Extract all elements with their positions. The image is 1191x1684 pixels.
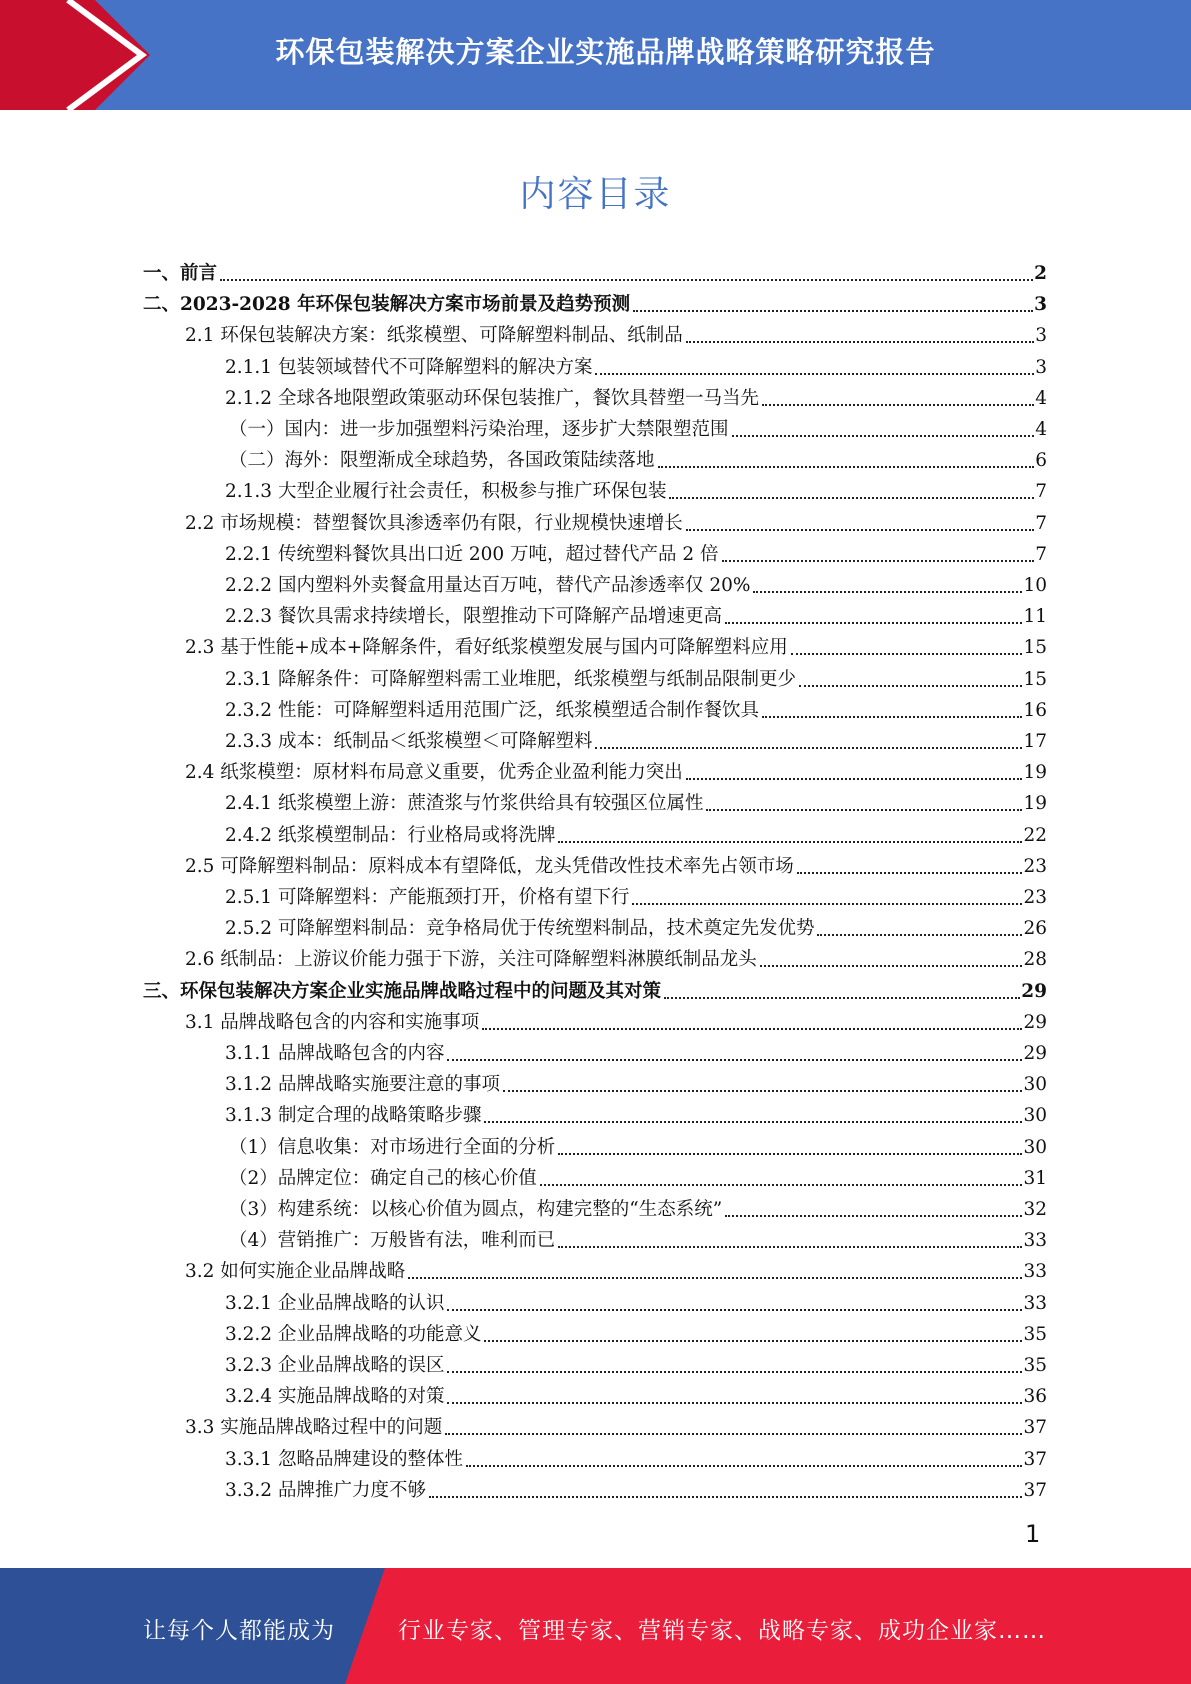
toc-entry[interactable] xyxy=(225,1346,1047,1377)
toc-entry-label: （一）国内：进一步加强塑料污染治理，逐步扩大禁限塑范围 xyxy=(229,419,729,440)
toc-entry-label: 2.6 纸制品：上游议价能力强于下游，关注可降解塑料淋膜纸制品龙头 xyxy=(185,949,757,970)
toc-entry-page: 17 xyxy=(1023,731,1047,752)
toc-entry[interactable] xyxy=(185,316,1047,347)
toc-entry-label: （二）海外：限塑渐成全球趋势，各国政策陆续落地 xyxy=(229,450,655,471)
page-footer xyxy=(0,1568,1191,1684)
toc-dot-leader xyxy=(817,933,1022,936)
toc-dot-leader xyxy=(762,715,1022,718)
toc-entry[interactable] xyxy=(143,254,1047,285)
toc-entry-page: 37 xyxy=(1023,1480,1047,1501)
toc-entry-label: 2.1.1 包装领域替代不可降解塑料的解决方案 xyxy=(225,357,593,378)
toc-entry[interactable] xyxy=(225,348,1047,379)
page-number: 1 xyxy=(1025,1520,1041,1548)
toc-dot-leader xyxy=(632,902,1022,905)
toc-entry[interactable] xyxy=(185,504,1047,535)
toc-entry-page: 22 xyxy=(1023,825,1047,846)
toc-entry-label: 2.2.3 餐饮具需求持续增长，限塑推动下可降解产品增速更高 xyxy=(225,606,722,627)
toc-dot-leader xyxy=(658,465,1035,468)
toc-entry-page: 30 xyxy=(1023,1074,1047,1095)
toc-dot-leader xyxy=(732,434,1035,437)
toc-entry-label: （1）信息收集：对市场进行全面的分析 xyxy=(229,1137,556,1158)
toc-entry[interactable] xyxy=(229,1190,1047,1221)
toc-entry-page: 29 xyxy=(1023,1012,1047,1033)
toc-entry-page: 15 xyxy=(1023,669,1047,690)
toc-entry-label: 一、前言 xyxy=(143,263,218,284)
toc-dot-leader xyxy=(220,278,1033,281)
toc-entry-page: 28 xyxy=(1023,949,1047,970)
toc-entry[interactable] xyxy=(185,753,1047,784)
toc-entry[interactable] xyxy=(225,660,1047,691)
toc-dot-leader xyxy=(595,372,1034,375)
toc-entry-page: 10 xyxy=(1023,575,1047,596)
toc-entry-label: 3.2 如何实施企业品牌战略 xyxy=(185,1261,406,1282)
toc-entry-label: 2.4.2 纸浆模塑制品：行业格局或将洗牌 xyxy=(225,825,556,846)
toc-entry-label: 三、环保包装解决方案企业实施品牌战略过程中的问题及其对策 xyxy=(143,981,662,1002)
toc-entry-page: 15 xyxy=(1023,637,1047,658)
toc-entry[interactable] xyxy=(229,441,1047,472)
toc-entry-label: 2.2.1 传统塑料餐饮具出口近 200 万吨，超过替代产品 2 倍 xyxy=(225,544,719,565)
toc-entry[interactable] xyxy=(225,722,1047,753)
toc-entry[interactable] xyxy=(225,1377,1047,1408)
toc-entry-page: 35 xyxy=(1023,1324,1047,1345)
toc-entry-label: 2.3.1 降解条件：可降解塑料需工业堆肥，纸浆模塑与纸制品限制更少 xyxy=(225,669,796,690)
toc-title: 内容目录 xyxy=(519,174,672,215)
toc-dot-leader xyxy=(762,403,1034,406)
toc-entry-page: 11 xyxy=(1023,606,1047,627)
toc-entry[interactable] xyxy=(225,1284,1047,1315)
toc-entry-page: 4 xyxy=(1035,419,1047,440)
toc-entry-page: 4 xyxy=(1035,388,1047,409)
toc-entry[interactable] xyxy=(185,847,1047,878)
toc-entry[interactable] xyxy=(185,940,1047,971)
toc-entry-page: 6 xyxy=(1035,450,1047,471)
toc-dot-leader xyxy=(466,1464,1022,1467)
toc-entry[interactable] xyxy=(185,1252,1047,1283)
toc-entry-label: 3.2.2 企业品牌战略的功能意义 xyxy=(225,1324,482,1345)
toc-entry[interactable] xyxy=(225,909,1047,940)
toc-entry-page: 23 xyxy=(1023,856,1047,877)
toc-entry-label: 3.1.1 品牌战略包含的内容 xyxy=(225,1043,445,1064)
toc-entry[interactable] xyxy=(185,1408,1047,1439)
toc-dot-leader xyxy=(558,1245,1022,1248)
toc-entry[interactable] xyxy=(225,597,1047,628)
toc-entry-page: 7 xyxy=(1035,513,1047,534)
toc-entry[interactable] xyxy=(225,784,1047,815)
toc-entry[interactable] xyxy=(225,691,1047,722)
toc-entry-page: 19 xyxy=(1023,793,1047,814)
toc-dot-leader xyxy=(447,1401,1022,1404)
toc-entry-label: （3）构建系统：以核心价值为圆点，构建完整的“生态系统” xyxy=(229,1199,723,1220)
toc-dot-leader xyxy=(633,309,1033,312)
toc-entry-page: 3 xyxy=(1034,294,1047,315)
toc-dot-leader xyxy=(725,621,1022,624)
toc-entry-page: 33 xyxy=(1023,1261,1047,1282)
toc-entry-page: 33 xyxy=(1023,1293,1047,1314)
toc-entry-page: 2 xyxy=(1034,263,1047,284)
toc-entry-label: 2.1 环保包装解决方案：纸浆模塑、可降解塑料制品、纸制品 xyxy=(185,325,683,346)
toc-dot-leader xyxy=(540,1183,1023,1186)
toc-dot-leader xyxy=(595,746,1022,749)
toc-dot-leader xyxy=(447,1370,1022,1373)
toc-entry-page: 32 xyxy=(1023,1199,1047,1220)
toc-entry-page: 30 xyxy=(1023,1105,1047,1126)
toc-dot-leader xyxy=(484,1339,1022,1342)
toc-entry-label: 3.1 品牌战略包含的内容和实施事项 xyxy=(185,1012,480,1033)
toc-entry-page: 3 xyxy=(1035,325,1047,346)
toc-dot-leader xyxy=(725,1214,1022,1217)
toc-entry-label: 2.3.3 成本：纸制品＜纸浆模塑＜可降解塑料 xyxy=(225,731,593,752)
report-title: 环保包装解决方案企业实施品牌战略策略研究报告 xyxy=(275,35,936,69)
toc-entry-label: 2.2 市场规模：替塑餐饮具渗透率仍有限，行业规模快速增长 xyxy=(185,513,683,534)
toc-entry-page: 36 xyxy=(1023,1386,1047,1407)
toc-entry-page: 3 xyxy=(1035,357,1047,378)
toc-dot-leader xyxy=(799,684,1022,687)
toc-entry[interactable] xyxy=(225,1096,1047,1127)
toc-entry-page: 7 xyxy=(1035,481,1047,502)
toc-entry-label: 3.2.1 企业品牌战略的认识 xyxy=(225,1293,445,1314)
toc-entry-label: 3.1.2 品牌战略实施要注意的事项 xyxy=(225,1074,500,1095)
page-header xyxy=(0,0,1191,110)
toc-dot-leader xyxy=(686,777,1023,780)
toc-dot-leader xyxy=(447,1058,1022,1061)
toc-entry-page: 31 xyxy=(1023,1168,1047,1189)
toc-entry-page: 26 xyxy=(1023,918,1047,939)
toc-entry-label: 3.2.3 企业品牌战略的误区 xyxy=(225,1355,445,1376)
toc-dot-leader xyxy=(484,1120,1022,1123)
toc-entry-page: 35 xyxy=(1023,1355,1047,1376)
red-chevron-decoration xyxy=(0,0,150,110)
toc-dot-leader xyxy=(558,1152,1022,1155)
toc-dot-leader xyxy=(503,1089,1022,1092)
toc-entry[interactable] xyxy=(229,1221,1047,1252)
toc-entry-label: 3.3.2 品牌推广力度不够 xyxy=(225,1480,426,1501)
toc-entry-page: 29 xyxy=(1023,1043,1047,1064)
toc-entry-page: 23 xyxy=(1023,887,1047,908)
toc-entry[interactable] xyxy=(225,1315,1047,1346)
toc-entry[interactable] xyxy=(185,1003,1047,1034)
toc-entry[interactable] xyxy=(185,628,1047,659)
toc-entry-page: 16 xyxy=(1023,700,1047,721)
toc-dot-leader xyxy=(686,528,1034,531)
toc-dot-leader xyxy=(760,964,1023,967)
toc-entry[interactable] xyxy=(143,972,1047,1003)
toc-entry[interactable] xyxy=(225,878,1047,909)
toc-dot-leader xyxy=(447,1308,1022,1311)
toc-entry-label: 2.4 纸浆模塑：原材料布局意义重要，优秀企业盈利能力突出 xyxy=(185,762,683,783)
toc-entry[interactable] xyxy=(229,1128,1047,1159)
toc-entry[interactable] xyxy=(225,566,1047,597)
toc-dot-leader xyxy=(482,1027,1022,1030)
toc-dot-leader xyxy=(664,996,1020,999)
toc-entry-label: 2.3 基于性能+成本+降解条件，看好纸浆模塑发展与国内可降解塑料应用 xyxy=(185,637,788,658)
toc-entry[interactable] xyxy=(225,535,1047,566)
footer-roles: 行业专家、管理专家、营销专家、战略专家、成功企业家…… xyxy=(398,1618,1046,1644)
toc-entry-label: 2.4.1 纸浆模塑上游：蔗渣浆与竹浆供给具有较强区位属性 xyxy=(225,793,704,814)
toc-entry-label: 3.3.1 忽略品牌建设的整体性 xyxy=(225,1449,463,1470)
toc-entry[interactable] xyxy=(229,410,1047,441)
toc-dot-leader xyxy=(558,840,1022,843)
toc-entry-label: 3.1.3 制定合理的战略策略步骤 xyxy=(225,1105,482,1126)
toc-entry-label: 2.3.2 性能：可降解塑料适用范围广泛，纸浆模塑适合制作餐饮具 xyxy=(225,700,759,721)
toc-dot-leader xyxy=(706,808,1022,811)
footer-slogan: 让每个人都能成为 xyxy=(143,1618,335,1644)
toc-entry[interactable] xyxy=(225,1065,1047,1096)
toc-entry-page: 37 xyxy=(1023,1449,1047,1470)
toc-entry-page: 7 xyxy=(1035,544,1047,565)
toc-dot-leader xyxy=(753,590,1022,593)
toc-dot-leader xyxy=(445,1432,1022,1435)
toc-entry-label: 二、2023-2028 年环保包装解决方案市场前景及趋势预测 xyxy=(143,294,631,315)
toc-dot-leader xyxy=(429,1495,1022,1498)
toc-entry[interactable] xyxy=(225,1440,1047,1471)
toc-entry[interactable] xyxy=(143,285,1047,316)
toc-entry-page: 37 xyxy=(1023,1417,1047,1438)
toc-entry[interactable] xyxy=(225,1034,1047,1065)
toc-entry[interactable] xyxy=(229,1159,1047,1190)
toc-entry-label: （4）营销推广：万般皆有法，唯利而已 xyxy=(229,1230,556,1251)
toc-entry[interactable] xyxy=(225,472,1047,503)
toc-entry-label: 2.5.2 可降解塑料制品：竞争格局优于传统塑料制品，技术奠定先发优势 xyxy=(225,918,815,939)
toc-entry-page: 33 xyxy=(1023,1230,1047,1251)
toc-dot-leader xyxy=(669,496,1034,499)
toc-entry-label: 3.2.4 实施品牌战略的对策 xyxy=(225,1386,445,1407)
toc-dot-leader xyxy=(797,871,1023,874)
toc-entry-page: 19 xyxy=(1023,762,1047,783)
toc-entry-label: 3.3 实施品牌战略过程中的问题 xyxy=(185,1417,443,1438)
toc-entry[interactable] xyxy=(225,379,1047,410)
toc-entry-label: 2.1.3 大型企业履行社会责任，积极参与推广环保包装 xyxy=(225,481,667,502)
toc-entry[interactable] xyxy=(225,1471,1047,1502)
toc-entry-label: 2.5.1 可降解塑料：产能瓶颈打开，价格有望下行 xyxy=(225,887,630,908)
toc-entry-label: 2.1.2 全球各地限塑政策驱动环保包装推广，餐饮具替塑一马当先 xyxy=(225,388,759,409)
toc-entry-page: 29 xyxy=(1021,981,1047,1002)
toc-dot-leader xyxy=(408,1276,1022,1279)
toc-dot-leader xyxy=(791,652,1023,655)
toc-entry-label: 2.5 可降解塑料制品：原料成本有望降低，龙头凭借改性技术率先占领市场 xyxy=(185,856,794,877)
toc-entry[interactable] xyxy=(225,816,1047,847)
toc-dot-leader xyxy=(686,340,1034,343)
toc-entry-label: （2）品牌定位：确定自己的核心价值 xyxy=(229,1168,537,1189)
toc-entry-page: 30 xyxy=(1023,1137,1047,1158)
toc-dot-leader xyxy=(722,559,1035,562)
toc-entry-label: 2.2.2 国内塑料外卖餐盒用量达百万吨，替代产品渗透率仅 20% xyxy=(225,575,751,596)
